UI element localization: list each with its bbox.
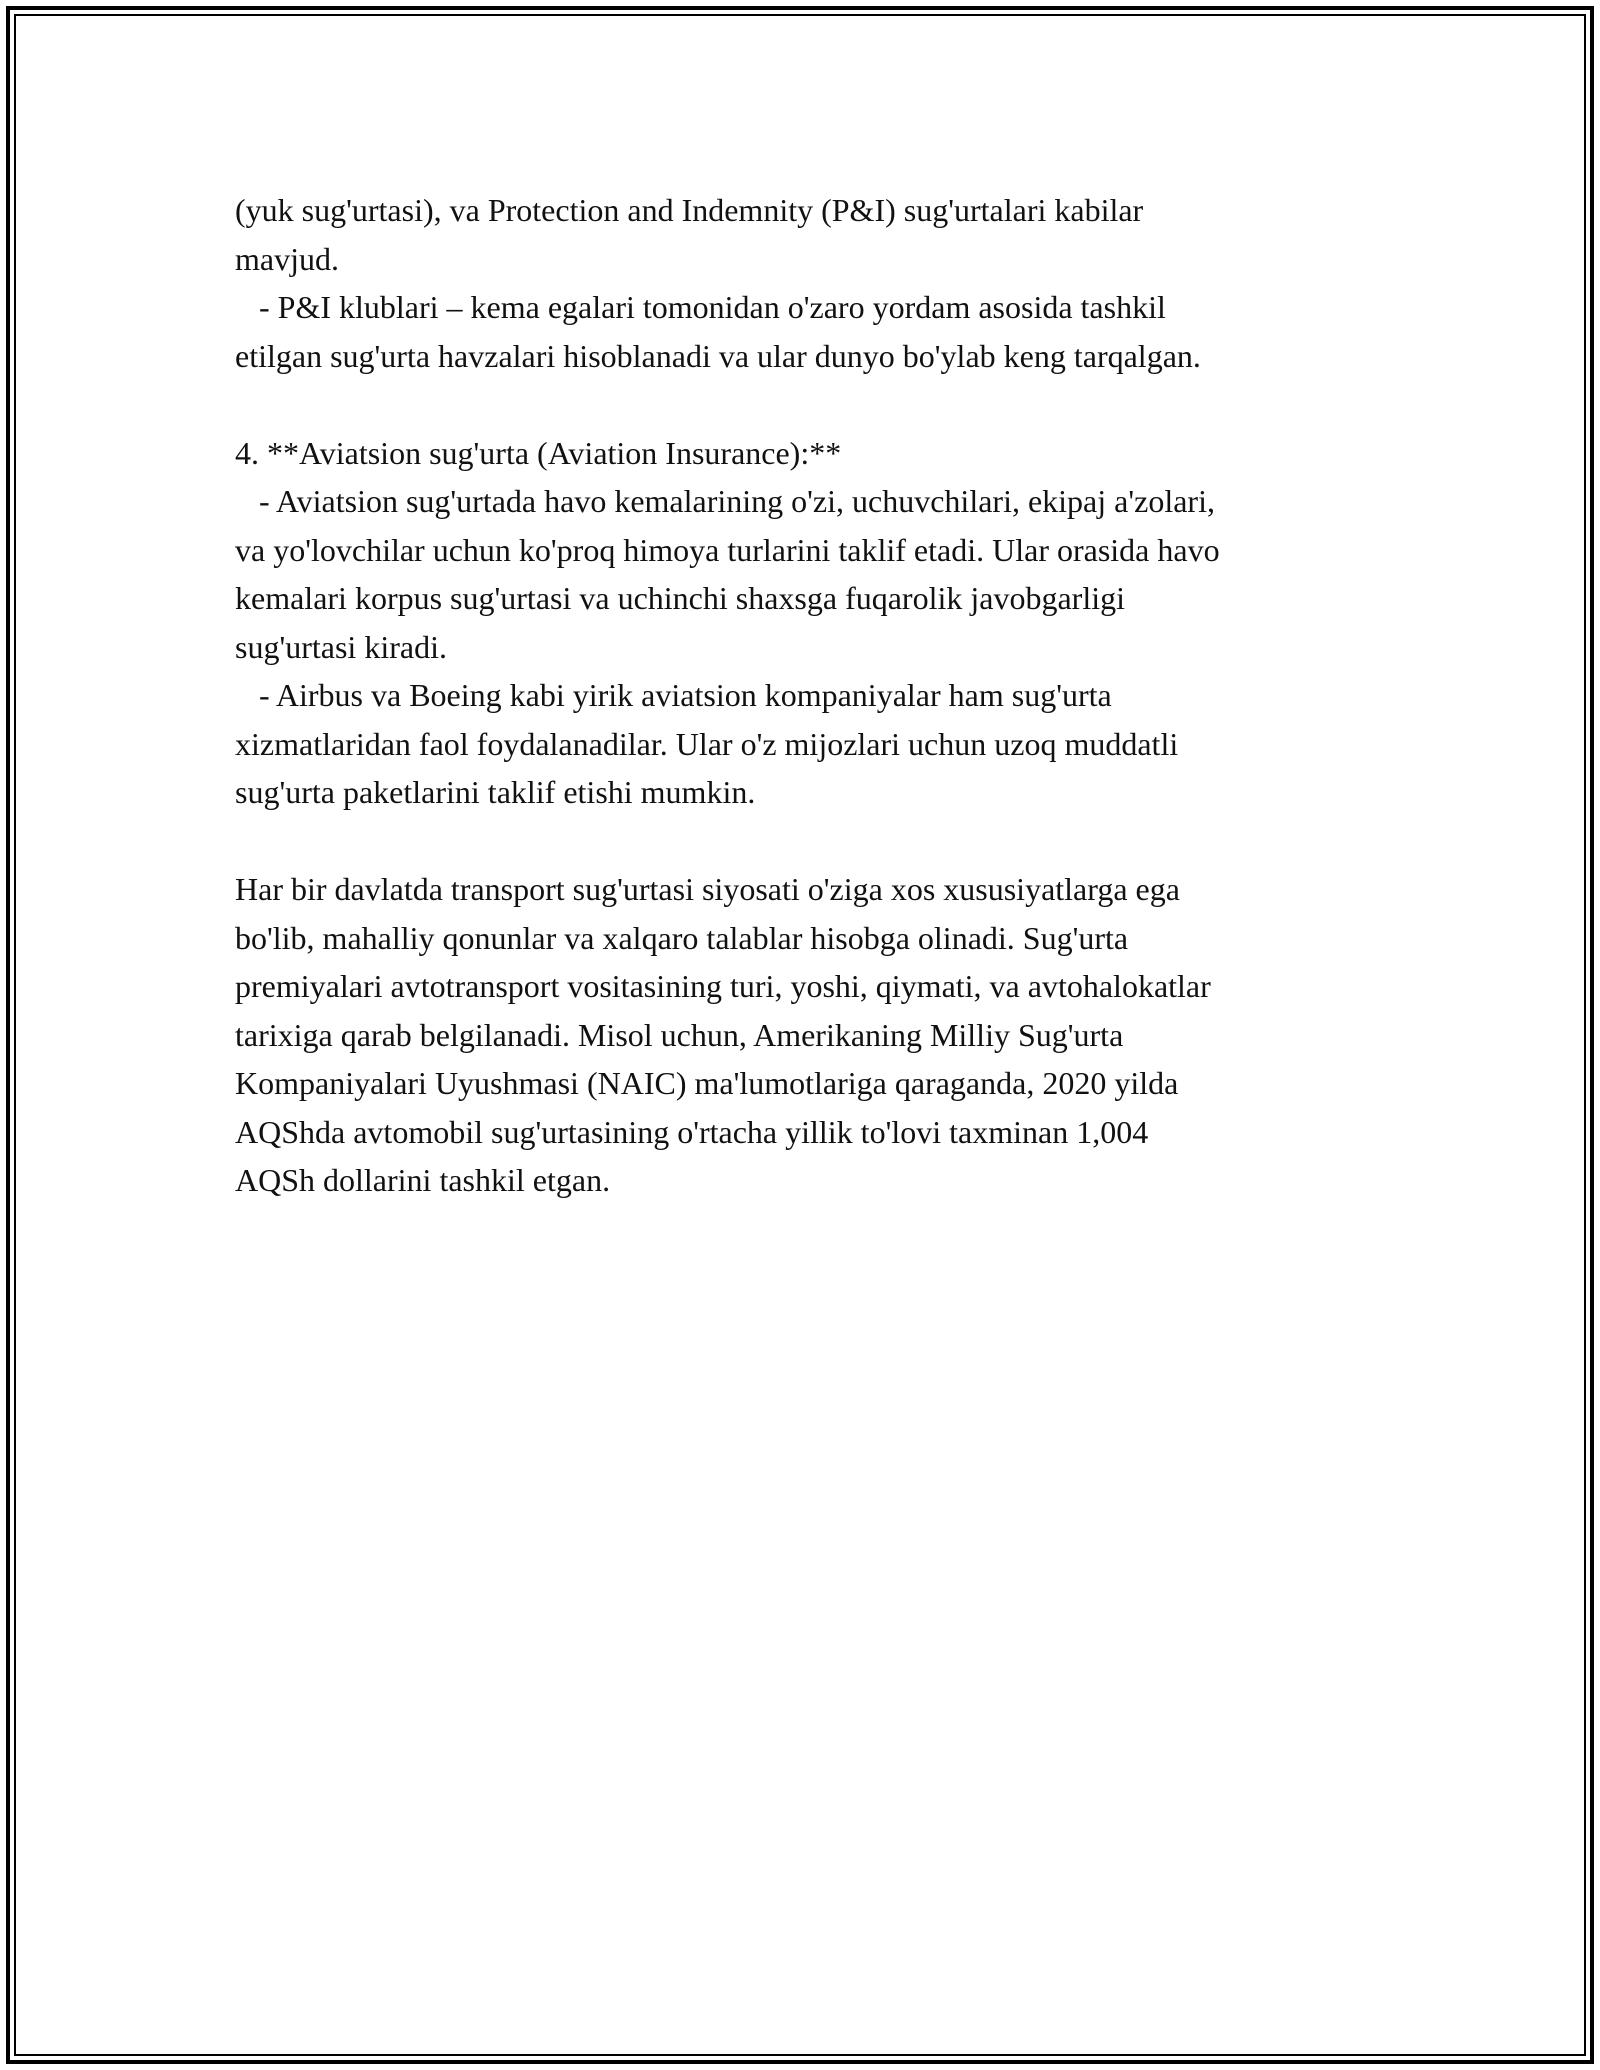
paragraph-marine-insurance (235, 186, 1385, 380)
paragraph-policy-summary (235, 865, 1385, 1205)
text-line: - Aviatsion sug'urtada havo kemalarining o'zi, uchuvchilari, ekipaj a'zolari, (235, 483, 1215, 519)
text-line: sug'urtasi kiradi. (235, 628, 447, 665)
section-heading: 4. **Aviatsion sug'urta (Aviation Insurance):** (235, 434, 842, 471)
text-line: Kompaniyalari Uyushmasi (NAIC) ma'lumotlariga qaraganda, 2020 yilda (235, 1065, 1179, 1101)
document-body (235, 186, 1385, 1205)
text-line: sug'urta paketlarini taklif etishi mumkin. (235, 774, 756, 810)
text-line: Har bir davlatda transport sug'urtasi siyosati o'ziga xos xususiyatlarga ega (235, 871, 1180, 907)
text-line: AQShda avtomobil sug'urtasining o'rtacha yillik to'lovi taxminan 1,004 (235, 1113, 1149, 1150)
text-line: (yuk sug'urtasi), va Protection and Indemnity (P&I) sug'urtalari kabilar (235, 192, 1144, 228)
paragraph-spacer (235, 380, 1385, 429)
paragraph-aviation-insurance (235, 429, 1385, 817)
text-line: kemalari korpus sug'urtasi va uchinchi shaxsga fuqarolik javobgarligi (235, 580, 1125, 616)
paragraph-spacer (235, 817, 1385, 866)
text-line: mavjud. (235, 240, 339, 277)
text-line: tarixiga qarab belgilanadi. Misol uchun, Amerikaning Milliy Sug'urta (235, 1016, 1124, 1053)
text-line: premiyalari avtotransport vositasining turi, yoshi, qiymati, va avtohalokatlar (235, 968, 1211, 1004)
text-line: va yo'lovchilar uchun ko'proq himoya turlarini taklif etadi. Ular orasida havo (235, 531, 1220, 568)
text-line: AQSh dollarini tashkil etgan. (235, 1162, 611, 1198)
text-line: etilgan sug'urta havzalari hisoblanadi va ular dunyo bo'ylab keng tarqalgan. (235, 337, 1201, 374)
text-line: xizmatlaridan faol foydalanadilar. Ular o'z mijozlari uchun uzoq muddatli (235, 725, 1179, 762)
text-line: bo'lib, mahalliy qonunlar va xalqaro talablar hisobga olinadi. Sug'urta (235, 919, 1129, 956)
text-line: - Airbus va Boeing kabi yirik aviatsion kompaniyalar ham sug'urta (235, 677, 1112, 713)
text-line: - P&I klublari – kema egalari tomonidan o'zaro yordam asosida tashkil (235, 289, 1166, 325)
